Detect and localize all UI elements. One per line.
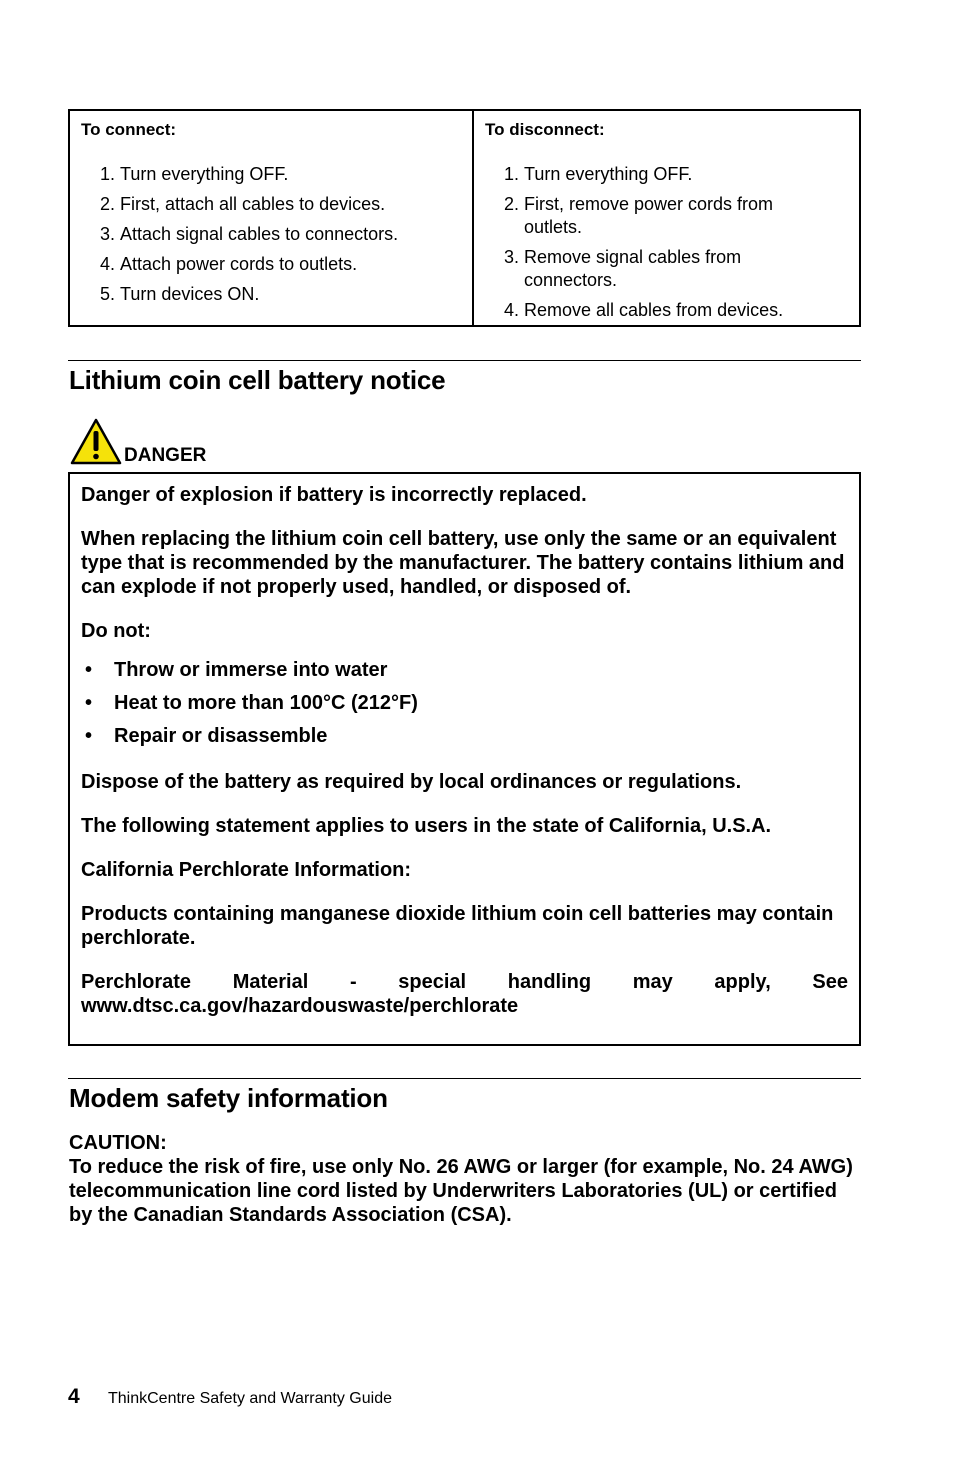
danger-paragraph: The following statement applies to users in the state of California, U.S.A. bbox=[81, 815, 772, 837]
lithium-section-title: Lithium coin cell battery notice bbox=[69, 365, 446, 395]
connect-step: 1. Turn everything OFF. bbox=[99, 164, 289, 184]
connect-heading: To connect: bbox=[81, 120, 177, 139]
document-title: ThinkCentre Safety and Warranty Guide bbox=[108, 1390, 392, 1407]
bullet: • bbox=[85, 725, 93, 747]
disconnect-step: 4. Remove all cables from devices. bbox=[503, 300, 784, 320]
bullet: • bbox=[85, 692, 93, 714]
disconnect-step: 1. Turn everything OFF. bbox=[503, 164, 693, 184]
danger-paragraph: Products containing manganese dioxide lithium coin cell batteries may contain perchlorate. bbox=[81, 903, 834, 949]
section-divider bbox=[68, 360, 861, 361]
list-item: • Throw or immerse into water bbox=[81, 658, 848, 682]
connect-step: 5. Turn devices ON. bbox=[99, 284, 260, 304]
bullet: • bbox=[85, 659, 93, 681]
danger-header bbox=[70, 416, 206, 466]
warning-triangle-icon bbox=[70, 418, 122, 466]
danger-paragraph: California Perchlorate Information: bbox=[81, 859, 412, 881]
section-divider bbox=[68, 1078, 861, 1079]
connect-step: 2. First, attach all cables to devices. bbox=[99, 194, 386, 214]
do-not-heading: Do not: bbox=[81, 620, 151, 642]
danger-paragraph: Danger of explosion if battery is incorrectly replaced. bbox=[81, 484, 587, 506]
danger-paragraph: When replacing the lithium coin cell battery, use only the same or an equivalent type that is recommended by the manufacturer. The battery contains lithium and can explode if not properly used, handled, or disposed of. bbox=[81, 528, 845, 598]
danger-label: DANGER bbox=[124, 445, 207, 466]
page-footer bbox=[68, 1385, 392, 1409]
disconnect-steps-list bbox=[474, 163, 859, 329]
caution-notice bbox=[69, 1131, 862, 1227]
connect-steps-list bbox=[70, 163, 472, 313]
caution-label: CAUTION: bbox=[69, 1132, 167, 1154]
list-item: • Repair or disassemble bbox=[81, 724, 848, 748]
disconnect-column bbox=[474, 111, 859, 325]
connect-column bbox=[70, 111, 474, 325]
danger-notice-box bbox=[68, 472, 861, 1046]
disconnect-heading: To disconnect: bbox=[485, 120, 605, 139]
connect-step: 4. Attach power cords to outlets. bbox=[99, 254, 358, 274]
perchlorate-paragraph bbox=[81, 970, 848, 1018]
disconnect-step: 2. First, remove power cords from outlets. bbox=[503, 194, 774, 237]
connect-disconnect-table bbox=[68, 109, 861, 327]
do-not-list bbox=[81, 658, 848, 748]
disconnect-step: 3. Remove signal cables from connectors. bbox=[503, 247, 742, 290]
modem-section-title: Modem safety information bbox=[69, 1083, 388, 1113]
connect-step: 3. Attach signal cables to connectors. bbox=[99, 224, 399, 244]
list-item: • Heat to more than 100°C (212°F) bbox=[81, 691, 848, 715]
danger-paragraph: Dispose of the battery as required by local ordinances or regulations. bbox=[81, 771, 742, 793]
perchlorate-line: Perchlorate Material - special handling may apply, See bbox=[81, 971, 848, 993]
caution-text: To reduce the risk of fire, use only No. 26 AWG or larger (for example, No. 24 AWG) telecommunication line cord listed by Underwriters Laboratories (UL) or certified by the Canadian Standards Association (CSA). bbox=[69, 1156, 853, 1226]
page-number: 4 bbox=[68, 1385, 80, 1408]
perchlorate-url: www.dtsc.ca.gov/hazardouswaste/perchlorate bbox=[81, 995, 519, 1017]
